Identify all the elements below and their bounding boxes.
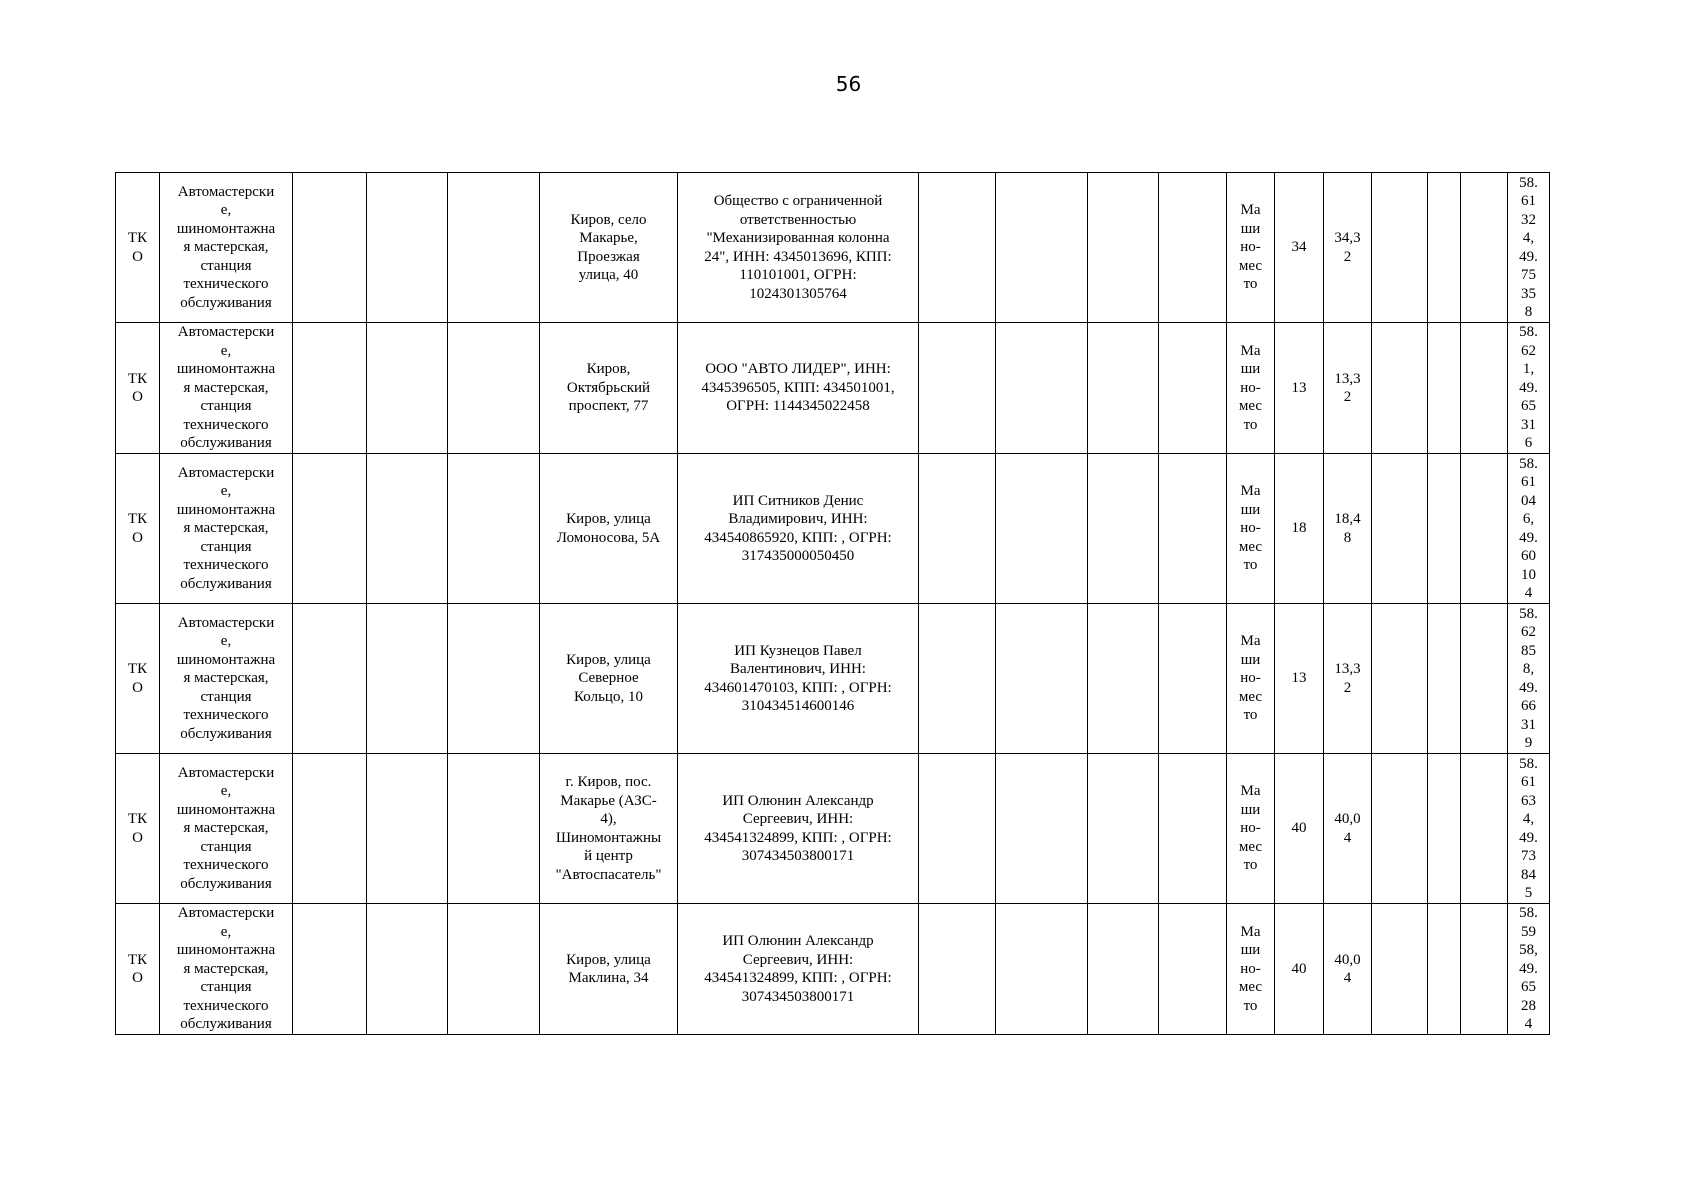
empty-cell (448, 904, 540, 1035)
empty-cell (293, 454, 367, 604)
table-row (116, 754, 1596, 904)
empty-cell (293, 323, 367, 454)
address-cell: Киров, улица Маклина, 34 (540, 904, 678, 1035)
owner-cell: ИП Ситников Денис Владимирович, ИНН: 434540865920, КПП: , ОГРН: 317435000050450 (678, 454, 919, 604)
empty-cell (919, 323, 996, 454)
object-type-cell: Автомастерски е, шиномонтажна я мастерская, станция технического обслуживания (160, 754, 293, 904)
register-table (115, 172, 1596, 1035)
empty-cell (1428, 173, 1461, 323)
empty-cell (1372, 604, 1428, 754)
empty-cell (1428, 454, 1461, 604)
empty-cell (448, 173, 540, 323)
unit-cell: Ма ши но- мес то (1227, 323, 1275, 454)
quantity-cell: 40 (1275, 754, 1324, 904)
coordinates-cell: 58. 61 04 6, 49. 60 10 4 (1508, 454, 1550, 604)
unit-cell: Ма ши но- мес то (1227, 904, 1275, 1035)
waste-type-cell: ТК О (116, 754, 160, 904)
owner-cell: ИП Олюнин Александр Сергеевич, ИНН: 434541324899, КПП: , ОГРН: 307434503800171 (678, 754, 919, 904)
volume-cell: 40,0 4 (1324, 754, 1372, 904)
empty-cell (996, 754, 1088, 904)
page-number: 56 (835, 72, 862, 96)
empty-cell (1372, 173, 1428, 323)
owner-cell: ИП Олюнин Александр Сергеевич, ИНН: 434541324899, КПП: , ОГРН: 307434503800171 (678, 904, 919, 1035)
table-row (116, 454, 1596, 604)
waste-type-cell: ТК О (116, 604, 160, 754)
empty-cell (1159, 754, 1227, 904)
table-row (116, 173, 1596, 323)
empty-cell (1372, 454, 1428, 604)
empty-cell (448, 604, 540, 754)
empty-cell (1428, 904, 1461, 1035)
volume-cell: 13,3 2 (1324, 604, 1372, 754)
quantity-cell: 18 (1275, 454, 1324, 604)
empty-cell (367, 323, 448, 454)
table-row (116, 604, 1596, 754)
empty-cell (1428, 754, 1461, 904)
empty-cell (919, 173, 996, 323)
empty-cell (1159, 454, 1227, 604)
waste-type-cell: ТК О (116, 454, 160, 604)
empty-cell (293, 754, 367, 904)
empty-cell (996, 604, 1088, 754)
empty-cell (1088, 904, 1159, 1035)
volume-cell: 18,4 8 (1324, 454, 1372, 604)
empty-cell (1461, 173, 1508, 323)
empty-cell (1461, 604, 1508, 754)
empty-cell (448, 323, 540, 454)
object-type-cell: Автомастерски е, шиномонтажна я мастерская, станция технического обслуживания (160, 323, 293, 454)
empty-cell (293, 173, 367, 323)
empty-cell (996, 173, 1088, 323)
empty-cell (1372, 754, 1428, 904)
empty-cell (1428, 604, 1461, 754)
empty-cell (996, 454, 1088, 604)
empty-cell (367, 904, 448, 1035)
empty-cell (1088, 754, 1159, 904)
object-type-cell: Автомастерски е, шиномонтажна я мастерская, станция технического обслуживания (160, 454, 293, 604)
empty-cell (1372, 323, 1428, 454)
empty-cell (367, 604, 448, 754)
table-row (116, 323, 1596, 454)
waste-type-cell: ТК О (116, 323, 160, 454)
empty-cell (1088, 173, 1159, 323)
coordinates-cell: 58. 62 85 8, 49. 66 31 9 (1508, 604, 1550, 754)
waste-type-cell: ТК О (116, 904, 160, 1035)
object-type-cell: Автомастерски е, шиномонтажна я мастерская, станция технического обслуживания (160, 604, 293, 754)
empty-cell (1088, 323, 1159, 454)
address-cell: г. Киров, пос. Макарье (АЗС- 4), Шиномонтажны й центр "Автоспасатель" (540, 754, 678, 904)
quantity-cell: 13 (1275, 604, 1324, 754)
empty-cell (1159, 323, 1227, 454)
object-type-cell: Автомастерски е, шиномонтажна я мастерская, станция технического обслуживания (160, 904, 293, 1035)
empty-cell (448, 754, 540, 904)
address-cell: Киров, село Макарье, Проезжая улица, 40 (540, 173, 678, 323)
unit-cell: Ма ши но- мес то (1227, 173, 1275, 323)
empty-cell (1159, 604, 1227, 754)
coordinates-cell: 58. 62 1, 49. 65 31 6 (1508, 323, 1550, 454)
empty-cell (919, 454, 996, 604)
empty-cell (367, 754, 448, 904)
owner-cell: ООО "АВТО ЛИДЕР", ИНН: 4345396505, КПП: 434501001, ОГРН: 1144345022458 (678, 323, 919, 454)
empty-cell (1461, 904, 1508, 1035)
empty-cell (1461, 754, 1508, 904)
address-cell: Киров, улица Северное Кольцо, 10 (540, 604, 678, 754)
empty-cell (1461, 323, 1508, 454)
empty-cell (1159, 904, 1227, 1035)
empty-cell (1159, 173, 1227, 323)
unit-cell: Ма ши но- мес то (1227, 454, 1275, 604)
quantity-cell: 13 (1275, 323, 1324, 454)
empty-cell (293, 604, 367, 754)
unit-cell: Ма ши но- мес то (1227, 754, 1275, 904)
empty-cell (1428, 323, 1461, 454)
owner-cell: Общество с ограниченной ответственностью "Механизированная колонна 24", ИНН: 4345013696, КПП: 110101001, ОГРН: 1024301305764 (678, 173, 919, 323)
coordinates-cell: 58. 61 63 4, 49. 73 84 5 (1508, 754, 1550, 904)
empty-cell (293, 904, 367, 1035)
empty-cell (919, 754, 996, 904)
empty-cell (1088, 604, 1159, 754)
empty-cell (448, 454, 540, 604)
empty-cell (1372, 904, 1428, 1035)
volume-cell: 40,0 4 (1324, 904, 1372, 1035)
volume-cell: 34,3 2 (1324, 173, 1372, 323)
coordinates-cell: 58. 59 58, 49. 65 28 4 (1508, 904, 1550, 1035)
empty-cell (919, 604, 996, 754)
owner-cell: ИП Кузнецов Павел Валентинович, ИНН: 434601470103, КПП: , ОГРН: 310434514600146 (678, 604, 919, 754)
coordinates-cell: 58. 61 32 4, 49. 75 35 8 (1508, 173, 1550, 323)
waste-type-cell: ТК О (116, 173, 160, 323)
empty-cell (996, 323, 1088, 454)
volume-cell: 13,3 2 (1324, 323, 1372, 454)
quantity-cell: 40 (1275, 904, 1324, 1035)
empty-cell (1088, 454, 1159, 604)
address-cell: Киров, улица Ломоносова, 5А (540, 454, 678, 604)
empty-cell (1461, 454, 1508, 604)
unit-cell: Ма ши но- мес то (1227, 604, 1275, 754)
empty-cell (996, 904, 1088, 1035)
object-type-cell: Автомастерски е, шиномонтажна я мастерская, станция технического обслуживания (160, 173, 293, 323)
empty-cell (367, 173, 448, 323)
address-cell: Киров, Октябрьский проспект, 77 (540, 323, 678, 454)
empty-cell (919, 904, 996, 1035)
quantity-cell: 34 (1275, 173, 1324, 323)
table-row (116, 904, 1596, 1035)
empty-cell (367, 454, 448, 604)
